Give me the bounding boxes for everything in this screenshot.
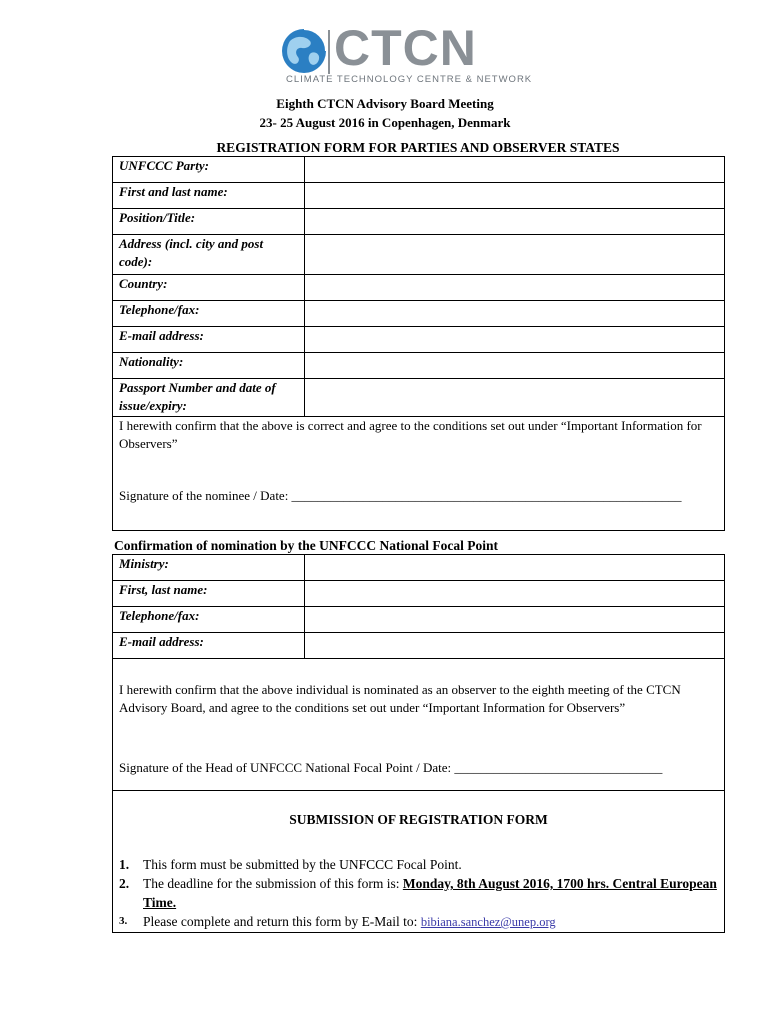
field-label: UNFCCC Party:: [113, 157, 305, 183]
nominee-confirmation-cell: [113, 417, 725, 531]
field-label: Ministry:: [113, 555, 305, 581]
submission-title: SUBMISSION OF REGISTRATION FORM: [289, 812, 548, 827]
meeting-date-location: 23- 25 August 2016 in Copenhagen, Denmark: [259, 115, 511, 130]
field-row-fp-name: [113, 581, 725, 607]
field-row-fp-email: [113, 633, 725, 659]
list-item: [119, 912, 718, 932]
field-label: Country:: [113, 275, 305, 301]
fp-name-field[interactable]: [305, 581, 725, 607]
email-link[interactable]: bibiana.sanchez@unep.org: [420, 915, 556, 929]
fp-confirmation-row: [113, 659, 725, 791]
nationality-field[interactable]: [305, 353, 725, 379]
deadline-text: Monday, 8th August 2016, 1700 hrs. Central European Time.: [143, 876, 717, 910]
list-number: 3.: [119, 915, 128, 927]
list-text: Please complete and return this form by E-Mail to:: [143, 914, 421, 929]
field-row-fp-telephone: [113, 607, 725, 633]
field-row-ministry: [113, 555, 725, 581]
submission-cell: [113, 791, 725, 933]
list-number: 1.: [119, 857, 130, 872]
field-label: E-mail address:: [113, 327, 305, 353]
passport-field[interactable]: [305, 379, 725, 417]
submission-list: [119, 855, 718, 932]
field-row-passport: [113, 379, 725, 417]
focal-point-table: [112, 554, 725, 933]
telephone-field[interactable]: [305, 301, 725, 327]
name-field[interactable]: [305, 183, 725, 209]
field-row-telephone: [113, 301, 725, 327]
unfccc-party-field[interactable]: [305, 157, 725, 183]
globe-icon: [280, 27, 328, 75]
field-row-name: [113, 183, 725, 209]
fp-confirmation-cell: [113, 659, 725, 791]
ministry-field[interactable]: [305, 555, 725, 581]
address-field[interactable]: [305, 235, 725, 275]
logo-tagline: CLIMATE TECHNOLOGY CENTRE & NETWORK: [286, 74, 533, 85]
registration-table: [112, 156, 725, 531]
field-label: E-mail address:: [113, 633, 305, 659]
field-row-position: [113, 209, 725, 235]
list-item: [119, 874, 718, 912]
registration-form-title: REGISTRATION FORM FOR PARTIES AND OBSERVER STATES: [216, 140, 620, 155]
field-label: First and last name:: [113, 183, 305, 209]
field-row-nationality: [113, 353, 725, 379]
fp-telephone-field[interactable]: [305, 607, 725, 633]
field-row-country: [113, 275, 725, 301]
email-field[interactable]: [305, 327, 725, 353]
submission-row: [113, 791, 725, 933]
field-label: Passport Number and date of issue/expiry:: [113, 379, 305, 417]
field-label: Telephone/fax:: [113, 607, 305, 633]
field-label: Address (incl. city and post code):: [113, 235, 305, 275]
field-label: Telephone/fax:: [113, 301, 305, 327]
field-row-address: [113, 235, 725, 275]
confirmation-row: [113, 417, 725, 531]
nominee-signature-line[interactable]: Signature of the nominee / Date: ____________________________________________________________: [119, 488, 682, 503]
meeting-title: Eighth CTCN Advisory Board Meeting: [276, 96, 494, 111]
fp-confirmation-text: I herewith confirm that the above individual is nominated as an observer to the eighth meeting of the CTCN Advisory Board, and agree to the conditions set out under “Important Information for Observers”: [119, 682, 681, 715]
nominee-confirmation-text: I herewith confirm that the above is correct and agree to the conditions set out under “Important Information for Observers”: [119, 418, 702, 451]
list-text: The deadline for the submission of this form is:: [143, 876, 403, 891]
position-field[interactable]: [305, 209, 725, 235]
field-row-email: [113, 327, 725, 353]
focal-point-heading: Confirmation of nomination by the UNFCCC National Focal Point: [114, 538, 498, 553]
logo-divider: [328, 30, 330, 74]
fp-email-field[interactable]: [305, 633, 725, 659]
list-number: 2.: [119, 876, 130, 891]
country-field[interactable]: [305, 275, 725, 301]
list-text: This form must be submitted by the UNFCCC Focal Point.: [143, 857, 462, 872]
logo-wordmark: CTCN: [334, 20, 477, 76]
field-row-unfccc-party: [113, 157, 725, 183]
ctcn-logo: [278, 20, 533, 88]
field-label: Nationality:: [113, 353, 305, 379]
field-label: First, last name:: [113, 581, 305, 607]
list-item: [119, 855, 718, 874]
field-label: Position/Title:: [113, 209, 305, 235]
fp-signature-line[interactable]: Signature of the Head of UNFCCC National Focal Point / Date: ________________________________: [119, 760, 663, 775]
